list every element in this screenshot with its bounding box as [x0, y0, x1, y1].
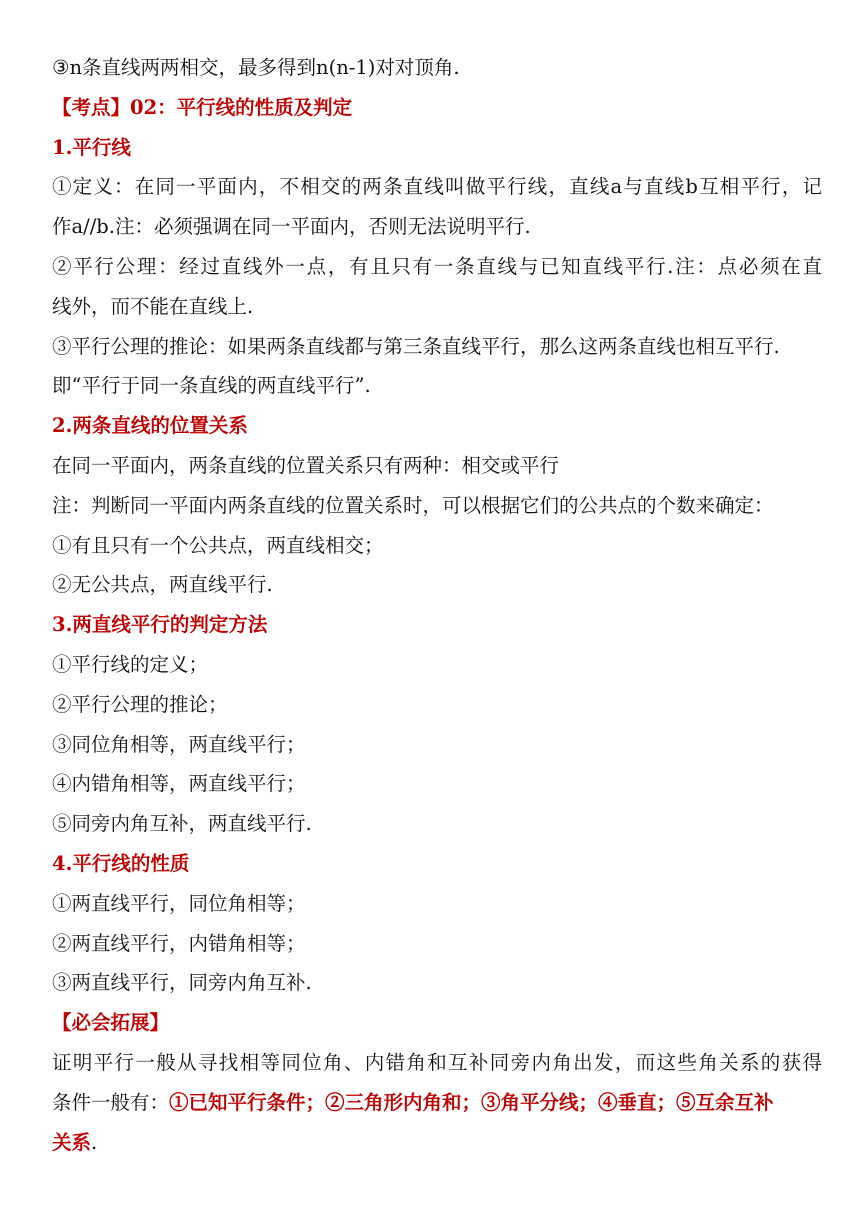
text-line: ①有且只有一个公共点，两直线相交；: [52, 533, 384, 557]
text-line: 线外，而不能在直线上.: [52, 294, 254, 318]
text-line: 即“平行于同一条直线的两直线平行”.: [52, 374, 371, 398]
text-line: 在同一平面内，两条直线的位置关系只有两种：相交或平行: [52, 453, 560, 477]
section-heading-extension: 【必会拓展】: [52, 1011, 170, 1035]
text-span: 条件一般有：: [52, 1090, 170, 1114]
subheading-line-positions: 2.两条直线的位置关系: [52, 414, 248, 438]
list-item: ①平行线的定义；: [52, 652, 209, 676]
document-page: [52, 48, 822, 1162]
text-line: 证明平行一般从寻找相等同位角、内错角和互补同旁内角出发，而这些角关系的获得: [52, 1050, 822, 1074]
list-item: ④内错角相等，两直线平行；: [52, 772, 306, 796]
list-item: ①两直线平行，同位角相等；: [52, 891, 306, 915]
text-line: ③平行公理的推论：如果两条直线都与第三条直线平行，那么这两条直线也相互平行.: [52, 334, 780, 358]
text-line: [52, 1123, 822, 1163]
text-line: 注：判断同一平面内两条直线的位置关系时，可以根据它们的公共点的个数来确定：: [52, 493, 774, 517]
list-item: ②平行公理的推论；: [52, 692, 228, 716]
subheading-parallel-lines: 1.平行线: [52, 135, 131, 159]
text-line: ②平行公理：经过直线外一点，有且只有一条直线与已知直线平行.注：点必须在直: [52, 254, 822, 278]
highlight-text: ①已知平行条件；②三角形内角和；③角平分线；④垂直；⑤互余互补: [169, 1090, 774, 1114]
subheading-parallel-properties: 4.平行线的性质: [52, 851, 190, 875]
highlight-text: 关系: [52, 1130, 92, 1154]
text-line: ②无公共点，两直线平行.: [52, 573, 273, 597]
list-item: ③两直线平行，同旁内角互补.: [52, 971, 312, 995]
text-line: ①定义：在同一平面内，不相交的两条直线叫做平行线，直线a与直线b互相平行，记: [52, 175, 822, 199]
text-line: 作a//b.注：必须强调在同一平面内，否则无法说明平行.: [52, 215, 531, 239]
text-line: [52, 1083, 822, 1123]
list-item: ②两直线平行，内错角相等；: [52, 931, 306, 955]
text-span: .: [91, 1130, 98, 1154]
text-line: ③n条直线两两相交，最多得到n(n-1)对对顶角.: [52, 56, 460, 79]
list-item: ③同位角相等，两直线平行；: [52, 732, 306, 756]
section-heading-kaodian-02: 【考点】02：平行线的性质及判定: [52, 95, 353, 119]
subheading-parallel-criteria: 3.两直线平行的判定方法: [52, 613, 268, 637]
list-item: ⑤同旁内角互补，两直线平行.: [52, 812, 312, 836]
